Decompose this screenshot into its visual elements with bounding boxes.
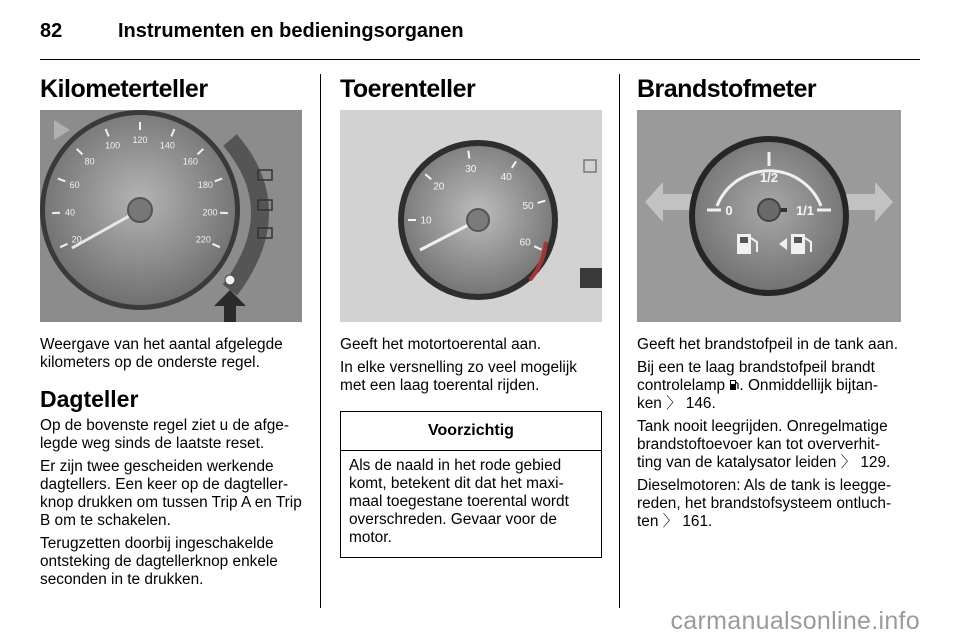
text: . Onmiddellijk bijtan-ken xyxy=(637,377,878,412)
fuel-half-label: 1/2 xyxy=(759,170,779,185)
tick-mark xyxy=(468,151,469,159)
page-reference[interactable]: 161. xyxy=(682,513,713,530)
tick-label: 50 xyxy=(522,201,534,213)
tick-label: 140 xyxy=(159,140,175,151)
reference-icon: 〉 xyxy=(666,395,682,412)
caution-title: Voorzichtig xyxy=(341,412,601,451)
text: Dieselmotoren: Als de tank is leegge-reden, het brandstofsysteem ontluch-ten xyxy=(637,477,892,530)
tick-label: 180 xyxy=(197,180,213,191)
watermark: carmanualsonline.info xyxy=(670,607,920,635)
column-divider xyxy=(320,74,321,608)
tick-label: 200 xyxy=(202,207,218,218)
page-reference[interactable]: 129. xyxy=(860,454,891,471)
tick-label: 160 xyxy=(182,156,198,167)
tick-label: 60 xyxy=(69,180,80,191)
tick-label: 40 xyxy=(64,207,76,218)
column-brandstofmeter xyxy=(637,74,901,531)
paragraph: Geeft het brandstofpeil in de tank aan. xyxy=(637,336,898,353)
tick-label: 220 xyxy=(195,234,211,245)
section-title: Brandstofmeter xyxy=(637,75,817,103)
fuel-warning-icon xyxy=(729,379,739,391)
caution-box xyxy=(340,411,602,558)
reference-icon: 〉 xyxy=(840,454,857,471)
column-toerenteller xyxy=(340,74,602,558)
tick-label: 20 xyxy=(71,234,82,245)
paragraph xyxy=(637,418,901,472)
paragraph: In elke versnelling zo veel mogelijk met een laag toerental rijden. xyxy=(340,359,577,394)
fuel-gauge-figure xyxy=(637,110,901,322)
odometer-figure xyxy=(40,110,302,322)
section-title: Toerenteller xyxy=(340,75,476,103)
chapter-title: Instrumenten en bedieningsorganen xyxy=(118,20,464,42)
caution-text: Als de naald in het rode gebied komt, betekent dit dat het maxi-maal toegestane toerental wordt overschreden. Gevaar voor de motor. xyxy=(349,457,569,546)
fuel-empty-label: 0 xyxy=(725,203,733,218)
section-title: Kilometerteller xyxy=(40,75,208,103)
paragraph: Weergave van het aantal afgelegde kilometers op de onderste regel. xyxy=(40,336,283,371)
paragraph xyxy=(637,477,901,531)
paragraph: Geeft het motortoerental aan. xyxy=(340,336,542,353)
tick-label: 10 xyxy=(420,215,432,227)
tick-label: 60 xyxy=(519,237,531,249)
tick-label: 30 xyxy=(465,164,477,175)
text: Tank nooit leegrijden. Onregelmatige brandstoftoevoer kan tot oververhit-ting van de katalysator leiden xyxy=(637,418,888,471)
section-subtitle: Dagteller xyxy=(40,386,139,412)
page-number: 82 xyxy=(40,20,63,42)
paragraph: Er zijn twee gescheiden werkende dagtellers. Een keer op de dagteller-knop drukken om tussen Trip A en Trip B om te schakelen. xyxy=(40,458,302,529)
paragraph: Terugzetten doorbij ingeschakelde ontsteking de dagtellerknop enkele seconden in te drukken. xyxy=(40,535,278,588)
fuel-full-label: 1/1 xyxy=(795,203,815,218)
tick-label: 40 xyxy=(500,171,512,183)
paragraph: Op de bovenste regel ziet u de afge-legde weg sinds de laatste reset. xyxy=(40,417,289,452)
reference-icon: 〉 xyxy=(662,513,679,530)
tick-label: 100 xyxy=(105,140,121,151)
page-header xyxy=(40,16,920,60)
tachometer-figure xyxy=(340,110,602,322)
tick-label: 120 xyxy=(132,135,148,146)
text: Bij een te laag brandstofpeil brandt controlelamp xyxy=(637,359,875,394)
column-divider xyxy=(619,74,620,608)
tick-label: 20 xyxy=(433,181,445,193)
page-reference[interactable]: 146. xyxy=(685,395,716,412)
tick-label: 80 xyxy=(84,156,95,167)
column-kilometerteller xyxy=(40,74,302,589)
paragraph xyxy=(637,359,901,413)
